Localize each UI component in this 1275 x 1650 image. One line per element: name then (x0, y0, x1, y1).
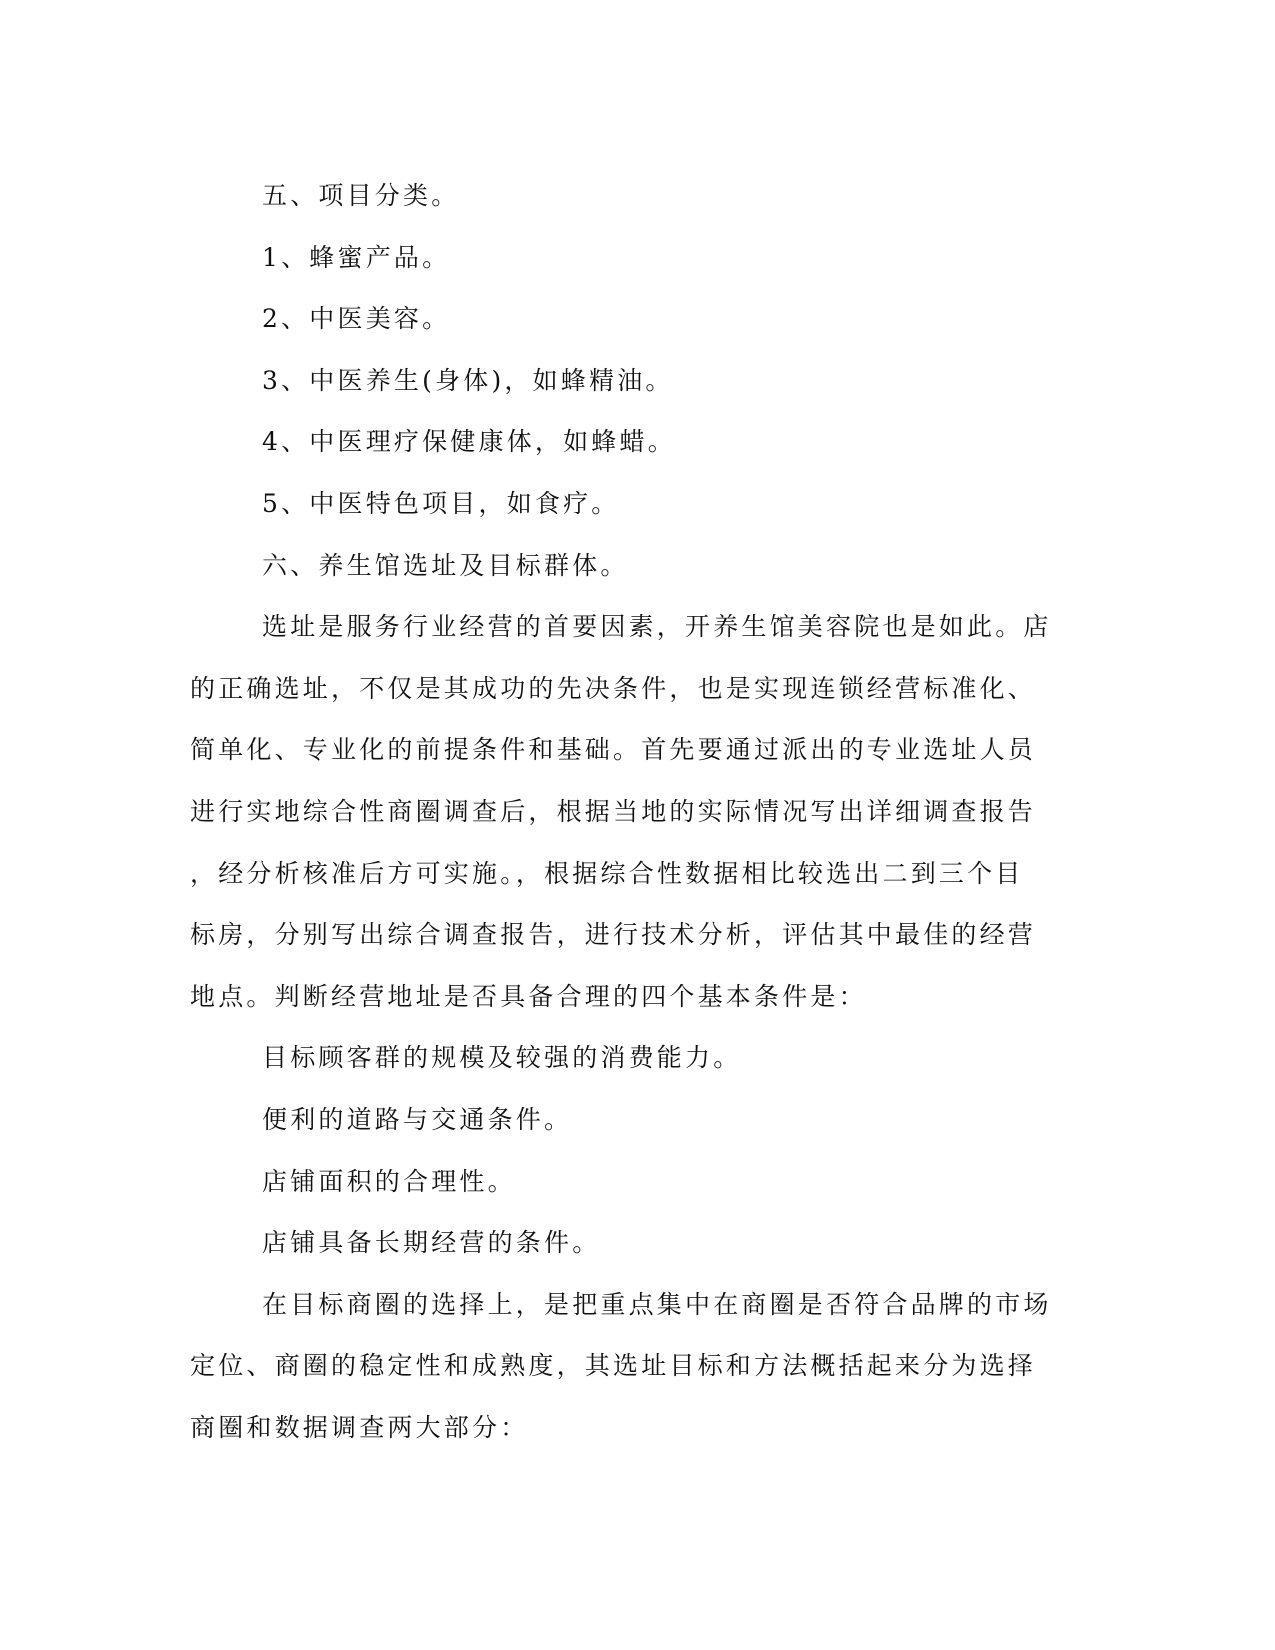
paragraph-line: 在目标商圈的选择上，是把重点集中在商圈是否符合品牌的市场 (262, 1289, 1052, 1319)
list-item: 1、蜂蜜产品。 (262, 242, 451, 272)
paragraph-line: 的正确选址，不仅是其成功的先决条件，也是实现连锁经营标准化、 (190, 673, 1037, 703)
paragraph-line: 商圈和数据调查两大部分： (190, 1412, 529, 1442)
condition-item: 店铺面积的合理性。 (262, 1166, 516, 1196)
condition-item: 店铺具备长期经营的条件。 (262, 1228, 601, 1258)
paragraph-line: 简单化、专业化的前提条件和基础。首先要通过派出的专业选址人员 (190, 735, 1037, 765)
paragraph-line: 进行实地综合性商圈调查后，根据当地的实际情况写出详细调查报告 (190, 796, 1037, 826)
paragraph-line: 地点。判断经营地址是否具备合理的四个基本条件是： (190, 981, 867, 1011)
list-item: 2、中医美容。 (262, 304, 451, 334)
list-item: 5、中医特色项目，如食疗。 (262, 488, 620, 518)
heading-project-categories: 五、项目分类。 (262, 181, 460, 210)
document-body (190, 165, 1085, 1458)
paragraph-line: 标房，分别写出综合调查报告，进行技术分析，评估其中最佳的经营 (190, 920, 1037, 950)
condition-item: 便利的道路与交通条件。 (262, 1104, 573, 1134)
list-item: 3、中医养生(身体)，如蜂精油。 (262, 365, 674, 395)
paragraph-line: 选址是服务行业经营的首要因素，开养生馆美容院也是如此。店 (262, 612, 1052, 642)
paragraph-line: 定位、商圈的稳定性和成熟度，其选址目标和方法概括起来分为选择 (190, 1351, 1037, 1381)
condition-item: 目标顾客群的规模及较强的消费能力。 (262, 1043, 742, 1073)
heading-site-selection: 六、养生馆选址及目标群体。 (262, 550, 629, 580)
paragraph-line: ，经分析核准后方可实施。，根据综合性数据相比较选出二到三个目 (190, 858, 1024, 888)
list-item: 4、中医理疗保健康体，如蜂蜡。 (262, 427, 676, 457)
